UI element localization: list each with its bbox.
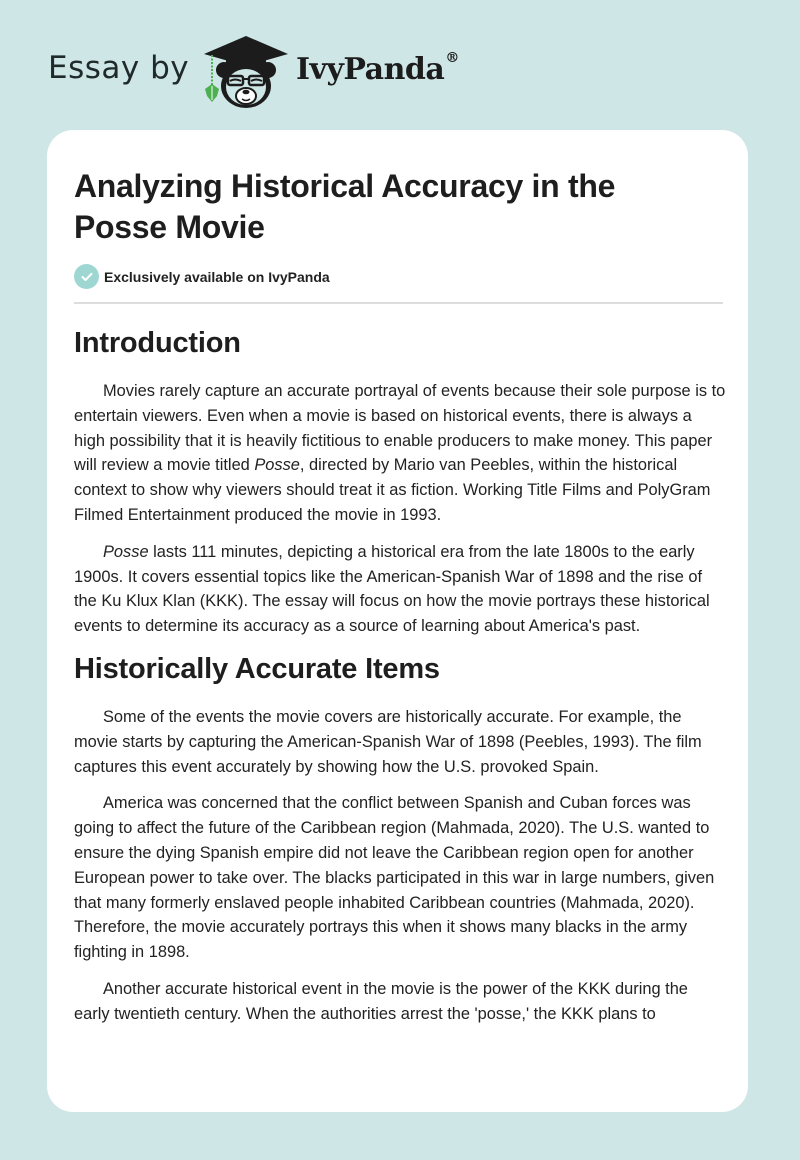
paragraph-text: , directed by Mario van Peebles, within the historical context to show why viewers should treat it as fiction. Working Title Films and PolyGram Filmed Entertainment produced the movie in 1993. xyxy=(74,456,711,524)
exclusive-badge xyxy=(74,264,330,289)
check-circle-icon xyxy=(74,264,99,289)
brand-text: IvyPanda xyxy=(296,52,445,87)
section-heading-introduction: Introduction xyxy=(74,327,241,359)
panda-graduation-cap-icon[interactable] xyxy=(200,34,292,110)
paragraph: Another accurate historical event in the movie is the power of the KKK during the early twentieth century. When the authorities arrest the 'posse,' the KKK plans to xyxy=(74,979,688,1023)
paragraph: Some of the events the movie covers are historically accurate. For example, the movie starts by capturing the American-Spanish War of 1898 (Peebles, 1993). The film captures this event accurately by showing how the U.S. provoked Spain. xyxy=(74,707,702,776)
paragraph xyxy=(74,379,726,528)
paragraph: America was concerned that the conflict between Spanish and Cuban forces was going to affect the future of the Caribbean region (Mahmada, 2020). The U.S. wanted to ensure the dying Spanish empire did not leave the Caribbean region open for another European power to take over. The blacks participated in this war in large numbers, given that many formerly enslaved people inhabited Caribbean countries (Mahmada, 2020). Therefore, the movie accurately portrays this when it shows many blacks in the army fighting in 1898. xyxy=(74,794,715,962)
essay-title: Analyzing Historical Accuracy in the Posse Movie xyxy=(74,168,616,245)
paragraph xyxy=(74,540,726,639)
paragraph-text: Movies rarely capture an accurate portrayal of events because their sole purpose is to entertain viewers. Even when a movie is based on historical events, there is always a high possibility that it is heavily fictitious to enable producers to make money. This paper will review a movie titled xyxy=(74,382,726,475)
brand-name[interactable] xyxy=(296,52,459,87)
essay-card xyxy=(47,130,748,1112)
section-heading-historically-accurate-items: Historically Accurate Items xyxy=(74,652,440,685)
essay-body xyxy=(74,325,726,1039)
exclusive-label: Exclusively available on IvyPanda xyxy=(104,268,330,285)
divider xyxy=(74,302,723,304)
essay-by-label: Essay by xyxy=(48,50,190,86)
site-header xyxy=(0,0,800,130)
paragraph-text: lasts 111 minutes, depicting a historical era from the late 1800s to the early 1900s. It covers essential topics like the American-Spanish War of 1898 and the rise of the Ku Klux Klan (KKK). The essay will focus on how the movie portrays these historical events to determine its accuracy as a source of learning about America's past. xyxy=(74,542,710,636)
movie-title-italic: Posse xyxy=(103,542,149,561)
registered-mark: ® xyxy=(445,50,459,66)
movie-title-italic: Posse xyxy=(254,456,300,475)
